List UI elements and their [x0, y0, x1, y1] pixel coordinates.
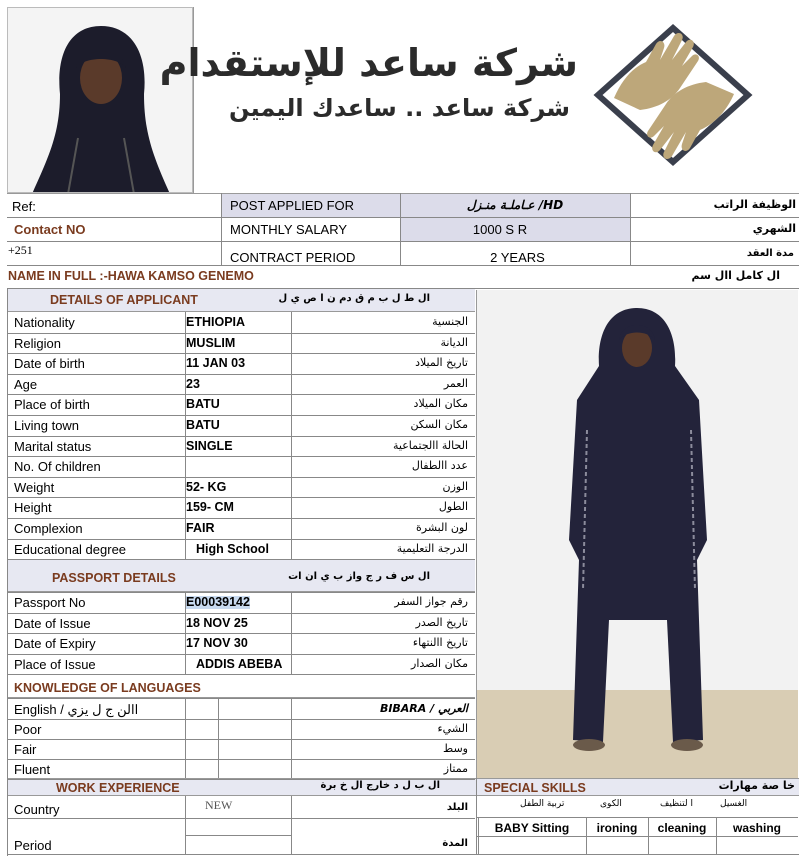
post-applied-label: POST APPLIED FOR: [230, 198, 355, 213]
skill-item: cleaning: [657, 821, 707, 835]
applicant-field-arabic: تاريخ الميلاد: [415, 356, 468, 369]
applicant-field-label: Living town: [14, 418, 80, 433]
applicant-field-value: 159- CM: [186, 500, 234, 514]
passport-field-label: Date of Issue: [14, 616, 91, 631]
language-level-label: Poor: [14, 722, 42, 737]
applicant-portrait-photo: [7, 7, 193, 193]
passport-field-arabic: مكان الصدار: [411, 657, 468, 670]
contact-number-label: Contact NO: [14, 222, 86, 237]
row-divider: [7, 477, 475, 478]
applicant-field-label: No. Of children: [14, 459, 101, 474]
monthly-salary-value: 1000 S R: [472, 222, 528, 237]
work-experience-title-arabic: ال ب ل د خارج ال خ برة: [320, 780, 440, 791]
passport-details-title: PASSPORT DETAILS: [52, 571, 176, 585]
language-level-label: Fluent: [14, 762, 51, 777]
arabic-language-label: العربي / BIBARA: [379, 702, 468, 715]
row-divider: [7, 719, 475, 720]
applicant-field-value: 52- KG: [186, 480, 227, 494]
contract-period-arabic: مدة العقد: [746, 248, 794, 259]
row-divider: [476, 836, 798, 837]
monthly-salary-label: MONTHLY SALARY: [230, 222, 348, 237]
language-level-arabic: الشيء: [437, 722, 468, 735]
contract-period-label: CONTRACT PERIOD: [230, 250, 356, 265]
row-divider: [7, 759, 475, 760]
row-divider: [7, 613, 475, 614]
skill-arabic-label: تربية الطفل: [520, 799, 565, 809]
skill-item: washing: [732, 821, 781, 835]
applicant-full-body-photo: [476, 290, 798, 778]
applicant-field-arabic: الحالة االجتماعية: [393, 439, 468, 452]
phone-prefix: +251: [8, 243, 33, 257]
row-divider: [7, 674, 475, 675]
row-divider: [7, 518, 475, 519]
row-divider: [7, 436, 475, 437]
left-border: [7, 289, 8, 856]
skill-arabic-label: ا لتنظيف: [660, 799, 693, 809]
applicant-field-label: Place of birth: [14, 397, 90, 412]
column-divider: [185, 698, 186, 778]
applicant-field-arabic: الطول: [438, 500, 468, 513]
row-divider: [7, 739, 475, 740]
row-divider: [7, 415, 475, 416]
language-level-arabic: وسط: [443, 742, 468, 755]
column-divider: [291, 592, 292, 675]
work-country-value: NEW: [205, 798, 233, 812]
row-divider: [7, 374, 475, 375]
passport-field-value: 17 NOV 30: [186, 636, 248, 650]
applicant-field-arabic: الدرجة التعليمية: [396, 542, 468, 555]
special-skills-title: SPECIAL SKILLS: [484, 781, 586, 795]
passport-field-label: Place of Issue: [14, 657, 96, 672]
passport-field-arabic: تاريخ الصدر: [415, 616, 468, 629]
special-skills-title-arabic: خا صة مهارات: [718, 779, 795, 792]
skill-item: ironing: [596, 821, 638, 835]
applicant-field-arabic: الوزن: [442, 480, 468, 493]
monthly-salary-arabic: الشهري: [752, 222, 796, 235]
applicant-field-value: 11 JAN 03: [186, 356, 246, 370]
row-divider: [7, 456, 475, 457]
applicant-field-label: Date of birth: [14, 356, 85, 371]
applicant-field-label: Nationality: [14, 315, 75, 330]
ref-label: Ref:: [12, 199, 36, 214]
post-applied-arabic: الوظيفة الراتب: [713, 198, 796, 211]
row-divider: [7, 333, 475, 334]
applicant-field-value: FAIR: [186, 521, 215, 535]
skill-item: BABY Sitting: [494, 821, 570, 835]
column-divider: [291, 698, 292, 778]
applicant-field-arabic: لون البشرة: [416, 521, 468, 534]
work-period-arabic: المدة: [442, 838, 468, 849]
english-language-label: English / االن ج ل يزي: [14, 702, 139, 717]
passport-field-label: Passport No: [14, 595, 86, 610]
row-divider: [7, 654, 475, 655]
applicant-field-arabic: الجنسية: [432, 315, 468, 328]
applicant-field-arabic: العمر: [443, 377, 468, 390]
passport-field-value: ADDIS ABEBA: [196, 657, 283, 671]
applicant-field-label: Weight: [14, 480, 55, 495]
applicant-field-label: Age: [14, 377, 38, 392]
row-divider: [7, 559, 475, 560]
language-level-label: Fair: [14, 742, 37, 757]
row-divider: [7, 633, 475, 634]
passport-details-title-arabic: ال س ف ر ج واز ب ي ان ات: [288, 571, 430, 582]
skill-arabic-label: الكوى: [600, 799, 622, 809]
row-divider: [7, 592, 475, 593]
passport-field-value: E00039142: [186, 595, 250, 609]
applicant-field-arabic: مكان الميلاد: [413, 397, 468, 410]
helping-hands-logo: [588, 20, 758, 170]
work-country-arabic: البلد: [446, 802, 468, 813]
passport-field-label: Date of Expiry: [14, 636, 96, 651]
applicant-field-label: Educational degree: [14, 542, 127, 557]
company-slogan-arabic: شركة ساعد .. ساعدك اليمين: [229, 94, 570, 122]
row-divider: [7, 497, 475, 498]
applicant-field-value: SINGLE: [186, 439, 233, 453]
passport-field-value: 18 NOV 25: [186, 616, 248, 630]
applicant-field-label: Complexion: [14, 521, 83, 536]
column-divider: [185, 312, 186, 559]
column-divider: [218, 698, 219, 778]
column-divider: [185, 592, 186, 675]
row-divider: [7, 353, 475, 354]
applicant-field-arabic: الديانة: [440, 336, 468, 349]
post-applied-value: HD/ عـاملـة منـزل: [466, 198, 564, 212]
applicant-field-value: BATU: [186, 397, 220, 411]
languages-title: KNOWLEDGE OF LANGUAGES: [14, 681, 201, 695]
applicant-field-label: Religion: [14, 336, 61, 351]
company-name-arabic: شركة ساعد للإستقدام: [159, 41, 578, 85]
applicant-field-value: MUSLIM: [186, 336, 236, 350]
full-name-arabic: ال كامل اال سم: [691, 269, 780, 282]
applicant-field-arabic: عدد االطفال: [411, 459, 468, 472]
language-level-arabic: ممتاز: [443, 762, 468, 775]
row-divider: [7, 394, 475, 395]
column-divider: [291, 312, 292, 559]
applicant-field-value: 23: [186, 377, 200, 391]
passport-field-arabic: رقم جواز السفر: [394, 595, 468, 608]
work-country-label: Country: [14, 802, 60, 817]
applicant-field-value: High School: [196, 542, 269, 556]
applicant-details-title-arabic: ال ط ل ب م ق دم ن ا ص ي ل: [278, 293, 430, 304]
passport-field-arabic: تاريخ االنتهاء: [412, 636, 468, 649]
applicant-field-value: BATU: [186, 418, 220, 432]
work-period-label: Period: [14, 838, 52, 853]
applicant-field-value: ETHIOPIA: [186, 315, 246, 329]
full-name: NAME IN FULL :-HAWA KAMSO GENEMO: [8, 269, 254, 283]
applicant-field-label: Height: [14, 500, 52, 515]
work-experience-title: WORK EXPERIENCE: [56, 781, 180, 795]
contract-period-value: 2 YEARS: [490, 250, 545, 265]
skill-arabic-label: الغسيل: [720, 799, 748, 809]
applicant-field-arabic: مكان السكن: [410, 418, 468, 431]
row-divider: [7, 779, 475, 780]
applicant-details-title: DETAILS OF APPLICANT: [50, 293, 198, 307]
row-divider: [7, 539, 475, 540]
applicant-field-label: Marital status: [14, 439, 92, 454]
